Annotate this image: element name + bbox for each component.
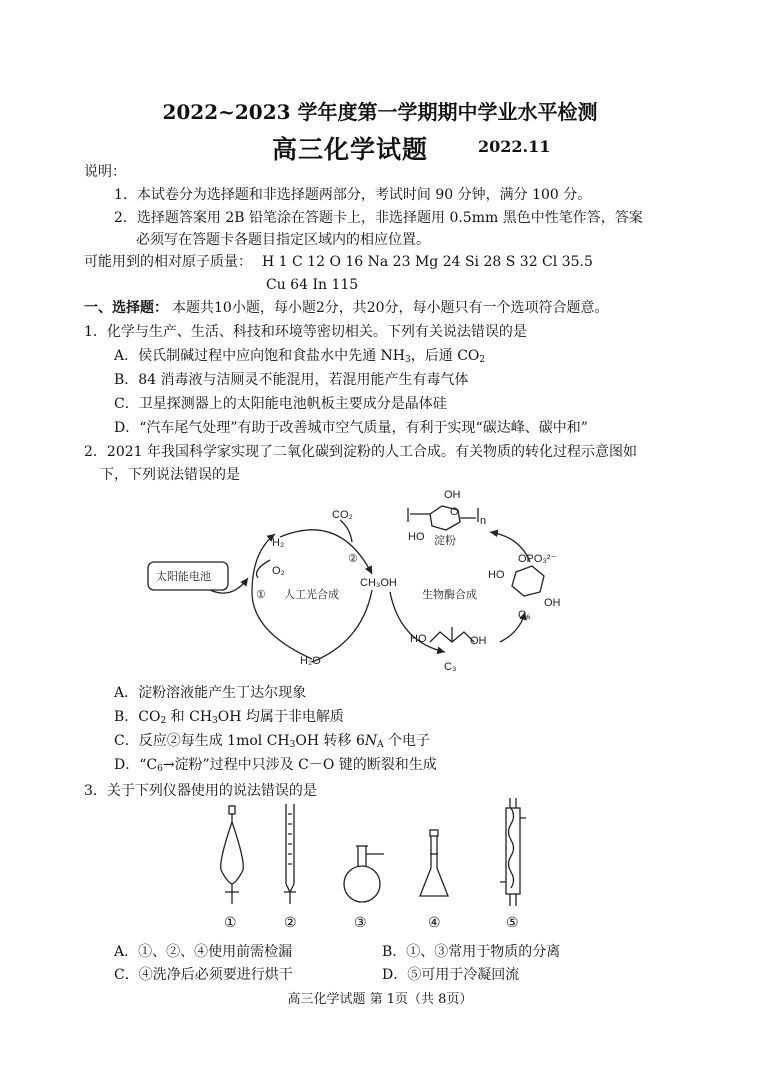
atomic-mass-line1: H 1 C 12 O 16 Na 23 Mg 24 Si 28 S 32 Cl 35.5 xyxy=(262,254,593,270)
co2-to-starch-diagram xyxy=(140,482,580,682)
c3-label: C₃ xyxy=(444,661,457,673)
c6-ring xyxy=(512,566,544,596)
exam-title: 高三化学试题 xyxy=(272,135,429,164)
starch-oh-label: OH xyxy=(444,489,461,501)
q2-option-b: B．$CO_2$ 和 $CH_3OH$ 均属于非电解质 xyxy=(114,709,344,726)
starch-n-label: n xyxy=(480,515,487,527)
note-item-2-cont: 必须写在答题卡各题目指定区域内的相应位置。 xyxy=(136,232,430,248)
q2-option-d: D．“$C_6\to$淀粉”过程中只涉及 C－O 键的断裂和生成 xyxy=(114,757,437,774)
q2-stem-cont: 下，下列说法错误的是 xyxy=(100,467,240,483)
starch-o-label: O xyxy=(450,506,459,518)
separatory-funnel-icon xyxy=(205,800,265,910)
notes-label: 说明： xyxy=(84,164,126,180)
q2-option-a: A．淀粉溶液能产生丁达尔现象 xyxy=(114,685,307,701)
q3-option-a: A．①、②、④使用前需检漏 xyxy=(114,944,293,960)
step1-label: ① xyxy=(256,589,266,601)
burette-icon xyxy=(276,800,306,910)
instrument-label-4: ④ xyxy=(428,915,441,931)
instrument-label-3: ③ xyxy=(354,915,367,931)
ch3oh-label: CH₃OH xyxy=(360,577,397,589)
opo3-label: OPO₃²⁻ xyxy=(518,553,557,565)
h2o-label: H₂O xyxy=(300,655,321,667)
q2-stem: 2．2021 年我国科学家实现了二氧化碳到淀粉的人工合成。有关物质的转化过程示意图如 xyxy=(84,444,637,460)
atomic-mass-line2: Cu 64 In 115 xyxy=(266,277,359,293)
q1-option-c: C．卫星探测器上的太阳能电池帆板主要成分是晶体硅 xyxy=(114,396,447,412)
o2-label: O₂ xyxy=(272,565,285,577)
q3-option-d: D．⑤可用于冷凝回流 xyxy=(382,967,520,983)
distilling-flask-icon xyxy=(338,800,388,910)
note-item-1: 1．本试卷分为选择题和非选择题两部分，考试时间 90 分钟，满分 100 分。 xyxy=(114,187,592,203)
note-item-2: 2．选择题答案用 2B 铅笔涂在答题卡上，非选择题用 0.5mm 黑色中性笔作答，答案 xyxy=(114,210,643,226)
c6-oh-label: OH xyxy=(544,597,561,609)
co2-label: CO₂ xyxy=(332,509,353,521)
c3-ho-label: HO xyxy=(410,633,427,645)
q1-stem: 1．化学与生产、生活、科技和环境等密切相关。下列有关说法错误的是 xyxy=(84,324,527,340)
condenser-icon xyxy=(496,796,530,910)
q2-option-c: C．反应②每生成 1mol $CH_3OH$ 转移 $6N_A$ 个电子 xyxy=(114,733,431,750)
solar-arrow xyxy=(210,578,248,593)
c6-label: C₆ xyxy=(518,609,531,621)
o2-branch xyxy=(257,560,271,578)
step2-label: ② xyxy=(348,553,358,565)
artificial-label: 人工光合成 xyxy=(284,589,339,601)
q3-stem: 3．关于下列仪器使用的说法错误的是 xyxy=(84,783,317,799)
co2-reduction-arrow xyxy=(280,530,372,574)
q3-option-b: B．①、③常用于物质的分离 xyxy=(382,944,561,960)
bio-label: 生物酶合成 xyxy=(422,589,477,601)
instrument-label-2: ② xyxy=(284,915,297,931)
q1-option-d: D．“汽车尾气处理”有助于改善城市空气质量，有利于实现“碳达峰、碳中和” xyxy=(114,420,588,436)
c6-ho-label: HO xyxy=(488,569,505,581)
section-instructions: 本题共10小题，每小题2分，共20分，每小题只有一个选项符合题意。 xyxy=(172,300,609,316)
exam-date: 2022.11 xyxy=(478,137,551,156)
c3-oh-label: OH xyxy=(470,635,487,647)
starch-ho-label: HO xyxy=(408,531,425,543)
page-footer: 高三化学试题 第 1页（共 8页） xyxy=(287,992,473,1007)
section-heading: 一、选择题： xyxy=(84,300,168,316)
solar-cell-label: 太阳能电池 xyxy=(156,571,211,583)
exam-title-line1: 2022~2023 学年度第一学期期中学业水平检测 xyxy=(162,100,598,124)
instrument-label-5: ⑤ xyxy=(506,915,519,931)
atomic-mass-label: 可能用到的相对原子质量： xyxy=(84,254,252,270)
h2-label: H₂ xyxy=(272,537,285,549)
q3-option-c: C．④洗净后必须要进行烘干 xyxy=(114,967,293,983)
q1-option-a: A．侯氏制碱过程中应向饱和食盐水中先通 $NH_3$，后通 $CO_2$ xyxy=(114,348,486,365)
starch-label: 淀粉 xyxy=(434,535,456,547)
volumetric-flask-icon xyxy=(414,800,454,910)
q1-option-b: B．84 消毒液与洁厕灵不能混用，若混用能产生有毒气体 xyxy=(114,372,469,388)
instrument-label-1: ① xyxy=(224,915,237,931)
